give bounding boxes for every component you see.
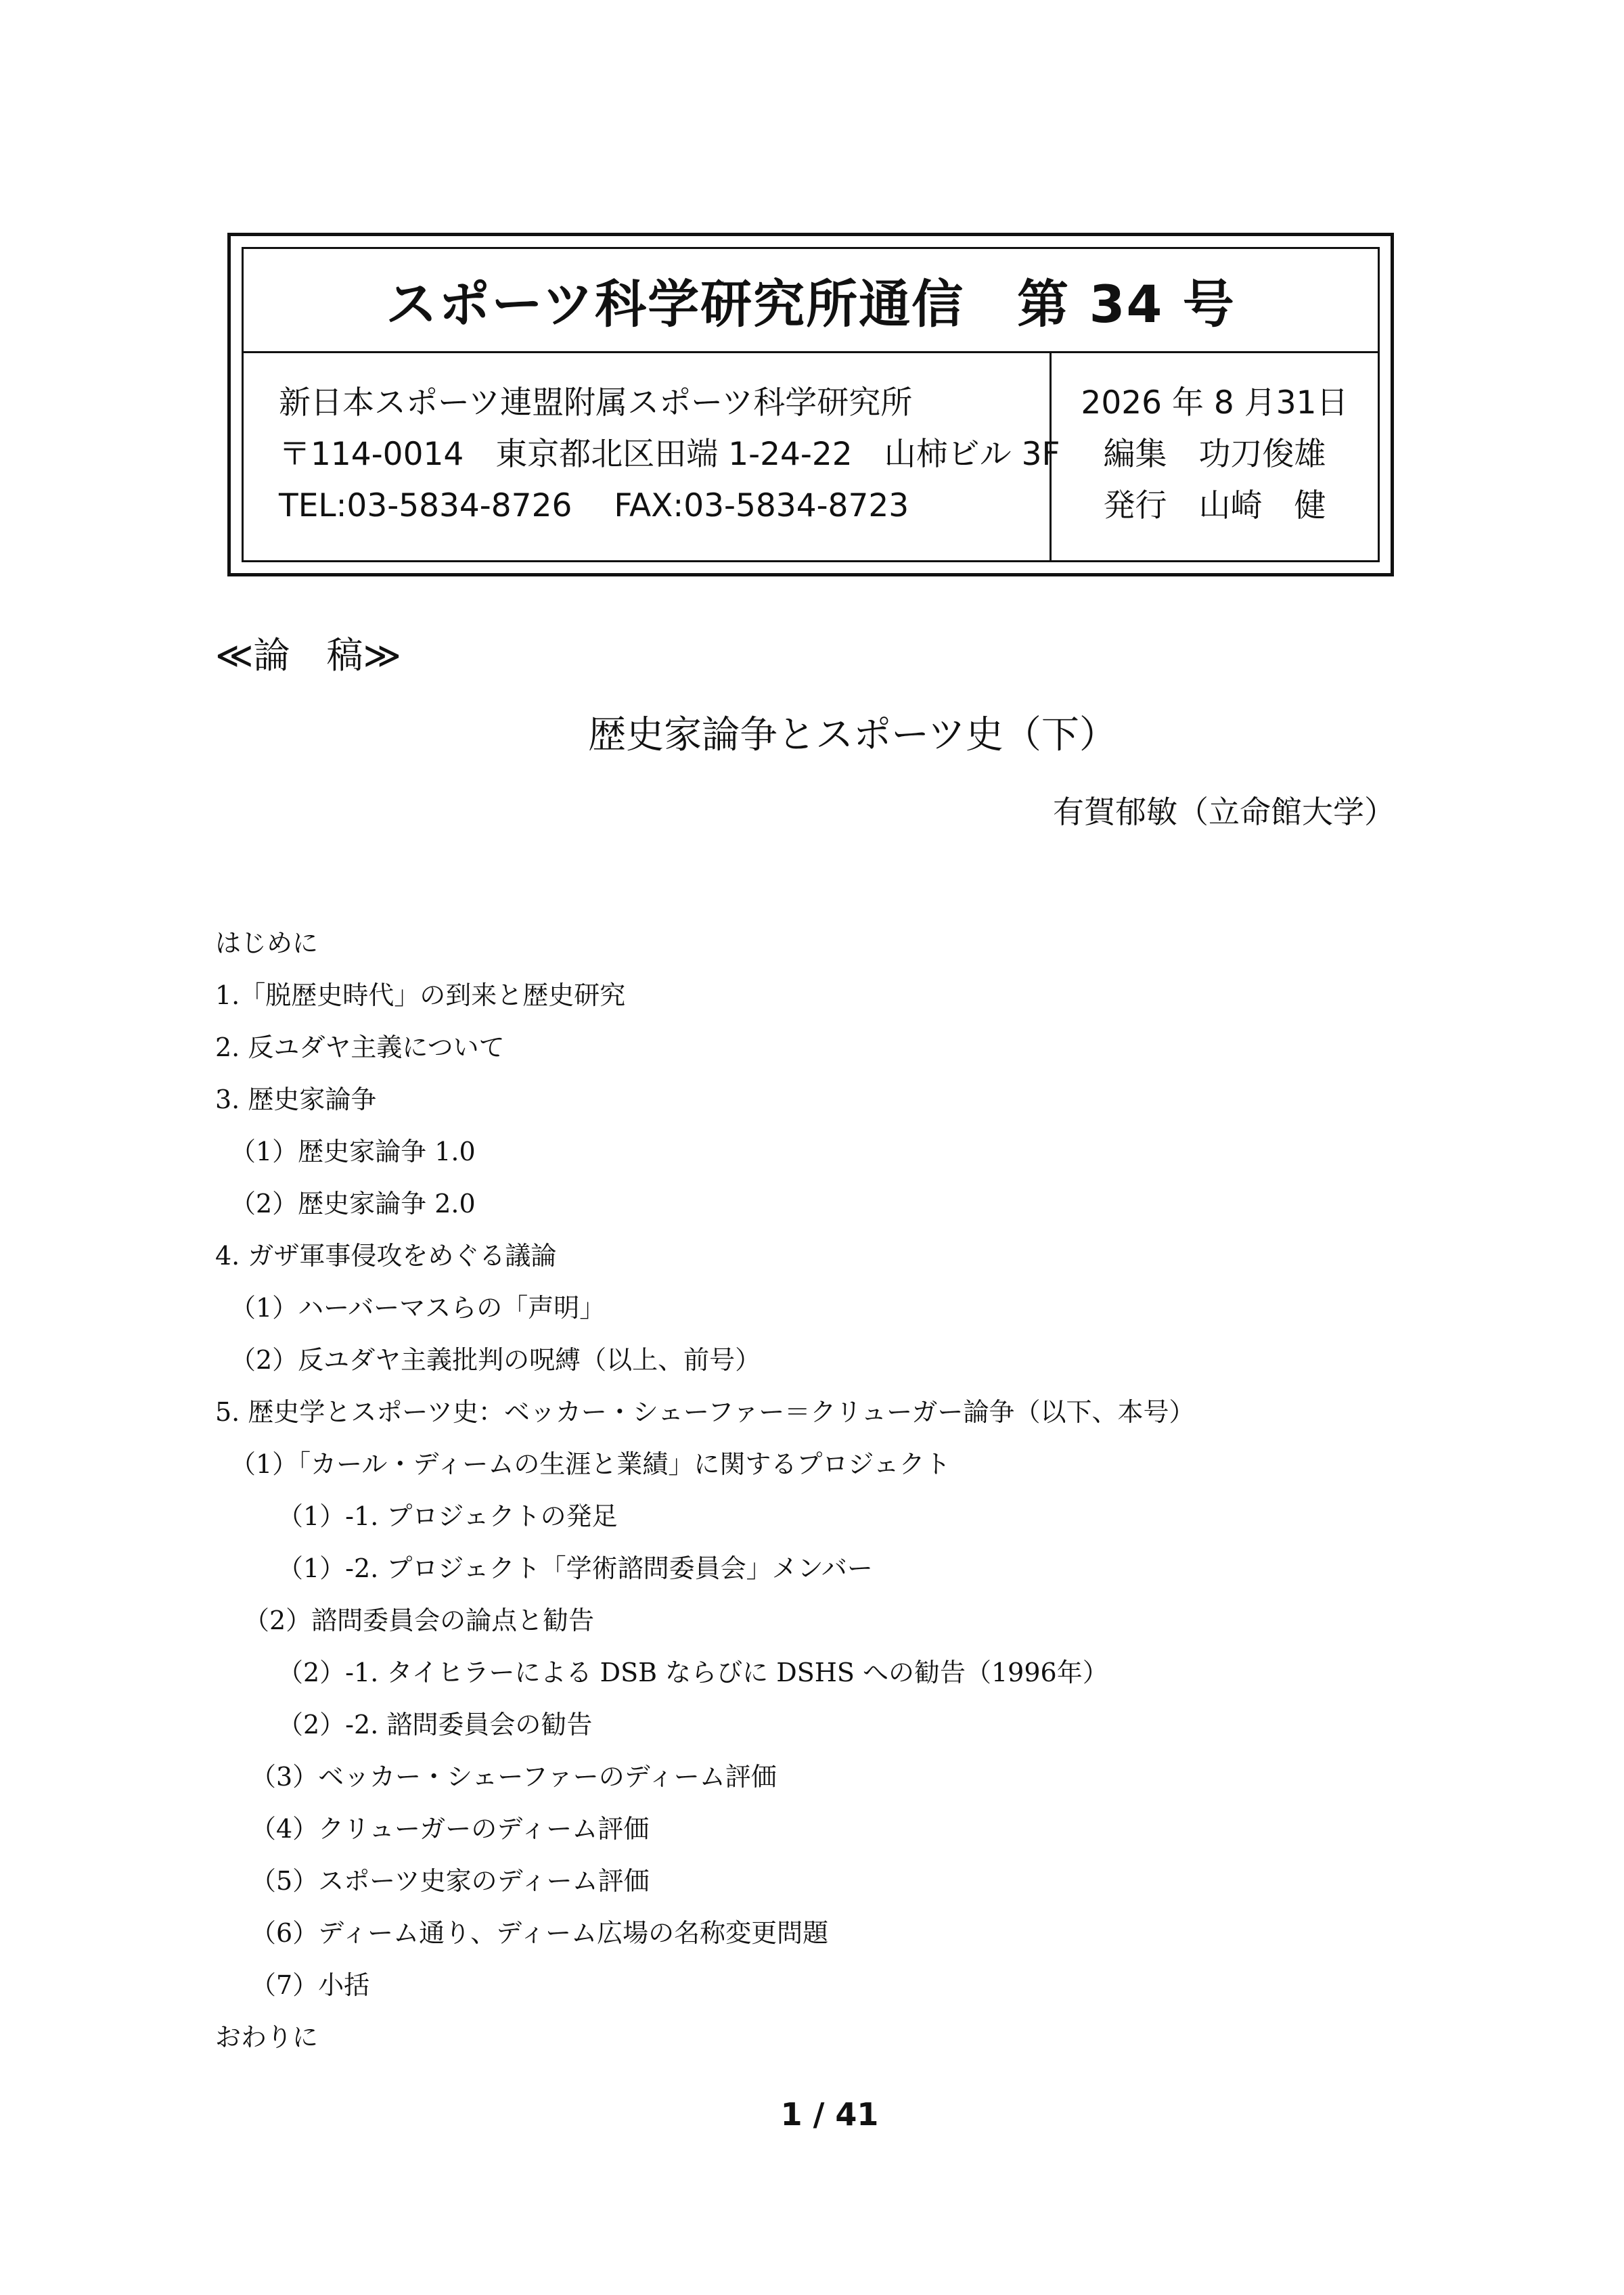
page-number: 1 / 41: [780, 2096, 879, 2133]
toc-item: （4）クリューガーのディーム評価: [250, 1814, 650, 1844]
toc-item: 2. 反ユダヤ主義について: [215, 1032, 505, 1062]
toc-item: （5）スポーツ史家のディーム評価: [250, 1866, 650, 1896]
toc-item: （3）ベッカー・シェーファーのディーム評価: [250, 1762, 777, 1792]
masthead-box: [227, 233, 1394, 576]
publisher-info: [244, 353, 1060, 560]
toc-item: 1.「脱歴史時代」の到来と歴史研究: [215, 980, 626, 1010]
article-author: 有賀郁敏（立命館大学）: [1053, 794, 1395, 830]
editor-line: 編集 功刀俊雄: [1103, 436, 1326, 473]
toc-item: （1）ハーバーマスらの「声明」: [230, 1293, 606, 1323]
toc-item: （2）諮問委員会の論点と勧告: [244, 1606, 595, 1635]
newsletter-title: スポーツ科学研究所通信 第 34 号: [244, 249, 1378, 353]
section-label: ≪論 稿≫: [215, 634, 402, 677]
masthead-inner-frame: [242, 247, 1380, 562]
toc-item: （6）ディーム通り、ディーム広場の名称変更問題: [250, 1918, 829, 1948]
issue-date: 2026 年 8 月31日: [1081, 384, 1349, 422]
table-of-contents: [215, 917, 1433, 2064]
publisher-name: 新日本スポーツ連盟附属スポーツ科学研究所: [279, 384, 913, 422]
toc-item: （7）小括: [250, 1970, 370, 2000]
publisher-address: 〒114-0014 東京都北区田端 1-24-22 山柿ビル 3F: [279, 436, 1060, 473]
toc-item: おわりに: [215, 2022, 319, 2052]
article-title: 歴史家論争とスポーツ史（下）: [588, 713, 1117, 757]
issue-info: [1052, 353, 1378, 560]
toc-item: （1）歴史家論争 1.0: [230, 1137, 476, 1166]
toc-item: （2）-2. 諮問委員会の勧告: [277, 1710, 593, 1740]
toc-item: （2）歴史家論争 2.0: [230, 1189, 476, 1219]
masthead-body: [244, 353, 1378, 560]
publisher-line: 発行 山崎 健: [1103, 487, 1326, 524]
toc-item: （2）反ユダヤ主義批判の呪縛（以上、前号）: [230, 1345, 761, 1375]
toc-item: 3. 歴史家論争: [215, 1085, 377, 1114]
toc-item: （1）-1. プロジェクトの発足: [277, 1501, 618, 1531]
toc-item: （2）-1. タイヒラーによる DSB ならびに DSHS への勧告（1996年）: [277, 1658, 1108, 1687]
toc-item: 5. 歴史学とスポーツ史：ベッカー・シェーファー＝クリューガー論争（以下、本号）: [215, 1397, 1195, 1427]
toc-item: はじめに: [215, 928, 319, 958]
toc-item: （1）「カール・ディームの生涯と業績」に関するプロジェクト: [230, 1449, 951, 1479]
toc-item: （1）-2. プロジェクト「学術諮問委員会」メンバー: [277, 1553, 873, 1583]
toc-item: 4. ガザ軍事侵攻をめぐる議論: [215, 1241, 557, 1271]
publisher-contact: TEL:03-5834-8726 FAX:03-5834-8723: [279, 487, 909, 524]
